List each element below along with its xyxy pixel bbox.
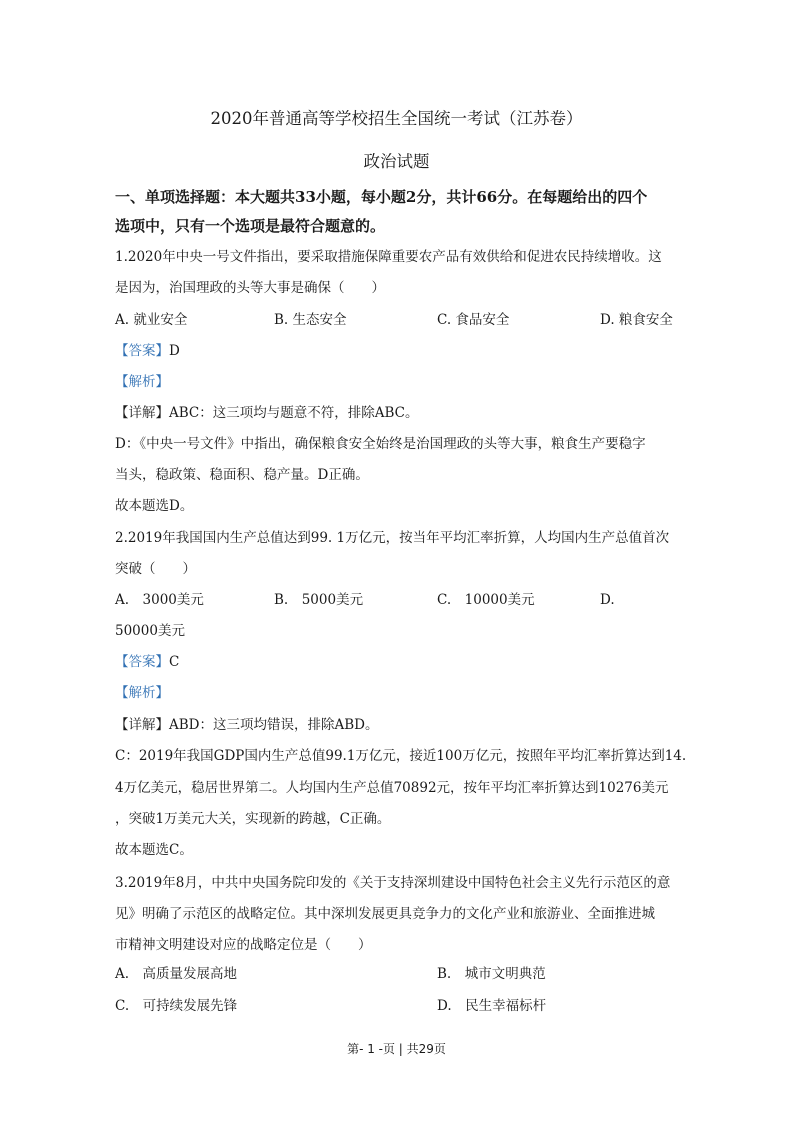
q3-option-d: D. 民生幸福标杆: [437, 998, 547, 1014]
q1-detail1: ABC：这三项均与题意不符，排除ABC。: [169, 405, 419, 421]
q1-option-d: D. 粮食安全: [600, 312, 673, 328]
q2-detail-line4: ，突破1万美元大关，实现新的跨越，C正确。: [115, 811, 391, 827]
document-title: 2020年普通高等学校招生全国统一考试（江苏卷）: [210, 109, 583, 128]
q2-option-c: C. 10000美元: [437, 592, 535, 608]
q2-option-d: D.: [600, 592, 615, 608]
q2-option-a: A. 3000美元: [115, 592, 204, 608]
section-heading-line1: 一、单项选择题：本大题共33小题，每小题2分，共计66分。在每题给出的四个: [115, 188, 648, 206]
q2-detail-line3: 4万亿美元，稳居世界第二。人均国内生产总值70892元，按年平均汇率折算达到10276美元: [115, 780, 669, 796]
q2-stem-line2: 突破（ ）: [115, 561, 196, 577]
q1-analysis-tag: 【解析】: [115, 374, 169, 390]
document-subtitle: 政治试题: [363, 152, 430, 171]
q1-detail-line3: 当头，稳政策、稳面积、稳产量。D正确。: [115, 467, 369, 483]
q3-option-a: A. 高质量发展高地: [115, 966, 238, 982]
q2-detail-line1: [115, 715, 379, 735]
q1-option-b: B. 生态安全: [274, 312, 347, 328]
q3-option-b: B. 城市文明典范: [437, 966, 546, 982]
q3-stem-line1: 3.2019年8月，中共中央国务院印发的《关于支持深圳建设中国特色社会主义先行示范区的意: [115, 875, 671, 891]
q1-conclusion: 故本题选D。: [115, 498, 194, 514]
q1-detail-tag: 【详解】: [115, 405, 169, 421]
q2-option-b: B. 5000美元: [274, 592, 364, 608]
q2-analysis-tag: 【解析】: [115, 685, 169, 701]
q1-detail-line1: [115, 403, 419, 423]
q3-stem-line2: 见》明确了示范区的战略定位。其中深圳发展更具竞争力的文化产业和旅游业、全面推进城: [115, 906, 655, 922]
q2-answer-tag: 【答案】: [115, 654, 169, 670]
q1-option-c: C. 食品安全: [437, 312, 510, 328]
q3-stem-line3: 市精神文明建设对应的战略定位是（ ）: [115, 937, 372, 953]
q1-stem-line1: 1.2020年中央一号文件指出，要采取措施保障重要农产品有效供给和促进农民持续增收。这: [115, 249, 662, 265]
q3-option-c: C. 可持续发展先锋: [115, 998, 238, 1014]
q2-detail1: ABD：这三项均错误，排除ABD。: [169, 717, 379, 733]
q2-answer-line: [115, 652, 179, 672]
q2-detail-tag: 【详解】: [115, 717, 169, 733]
q2-conclusion: 故本题选C。: [115, 842, 193, 858]
page-footer: 第- 1 -页 | 共29页: [347, 1042, 446, 1056]
q1-answer-line: [115, 341, 180, 361]
q2-stem-line1: 2.2019年我国国内生产总值达到99. 1万亿元，按当年平均汇率折算，人均国内生产总值首次: [115, 530, 670, 546]
q1-option-a: A. 就业安全: [115, 312, 188, 328]
q1-stem-line2: 是因为，治国理政的头等大事是确保（ ）: [115, 280, 385, 296]
section-heading-line2: 选项中，只有一个选项是最符合题意的。: [115, 217, 386, 235]
q2-detail-line2: C：2019年我国GDP国内生产总值99.1万亿元，接近100万亿元，按照年平均汇率折算达到14.: [115, 748, 687, 764]
q2-option-d-value: 50000美元: [115, 623, 185, 639]
q1-detail-line2: D：《中央一号文件》中指出，确保粮食安全始终是治国理政的头等大事，粮食生产要稳字: [115, 436, 646, 452]
q2-answer: C: [169, 654, 180, 670]
q1-answer-tag: 【答案】: [115, 343, 169, 359]
q1-answer: D: [169, 343, 180, 359]
